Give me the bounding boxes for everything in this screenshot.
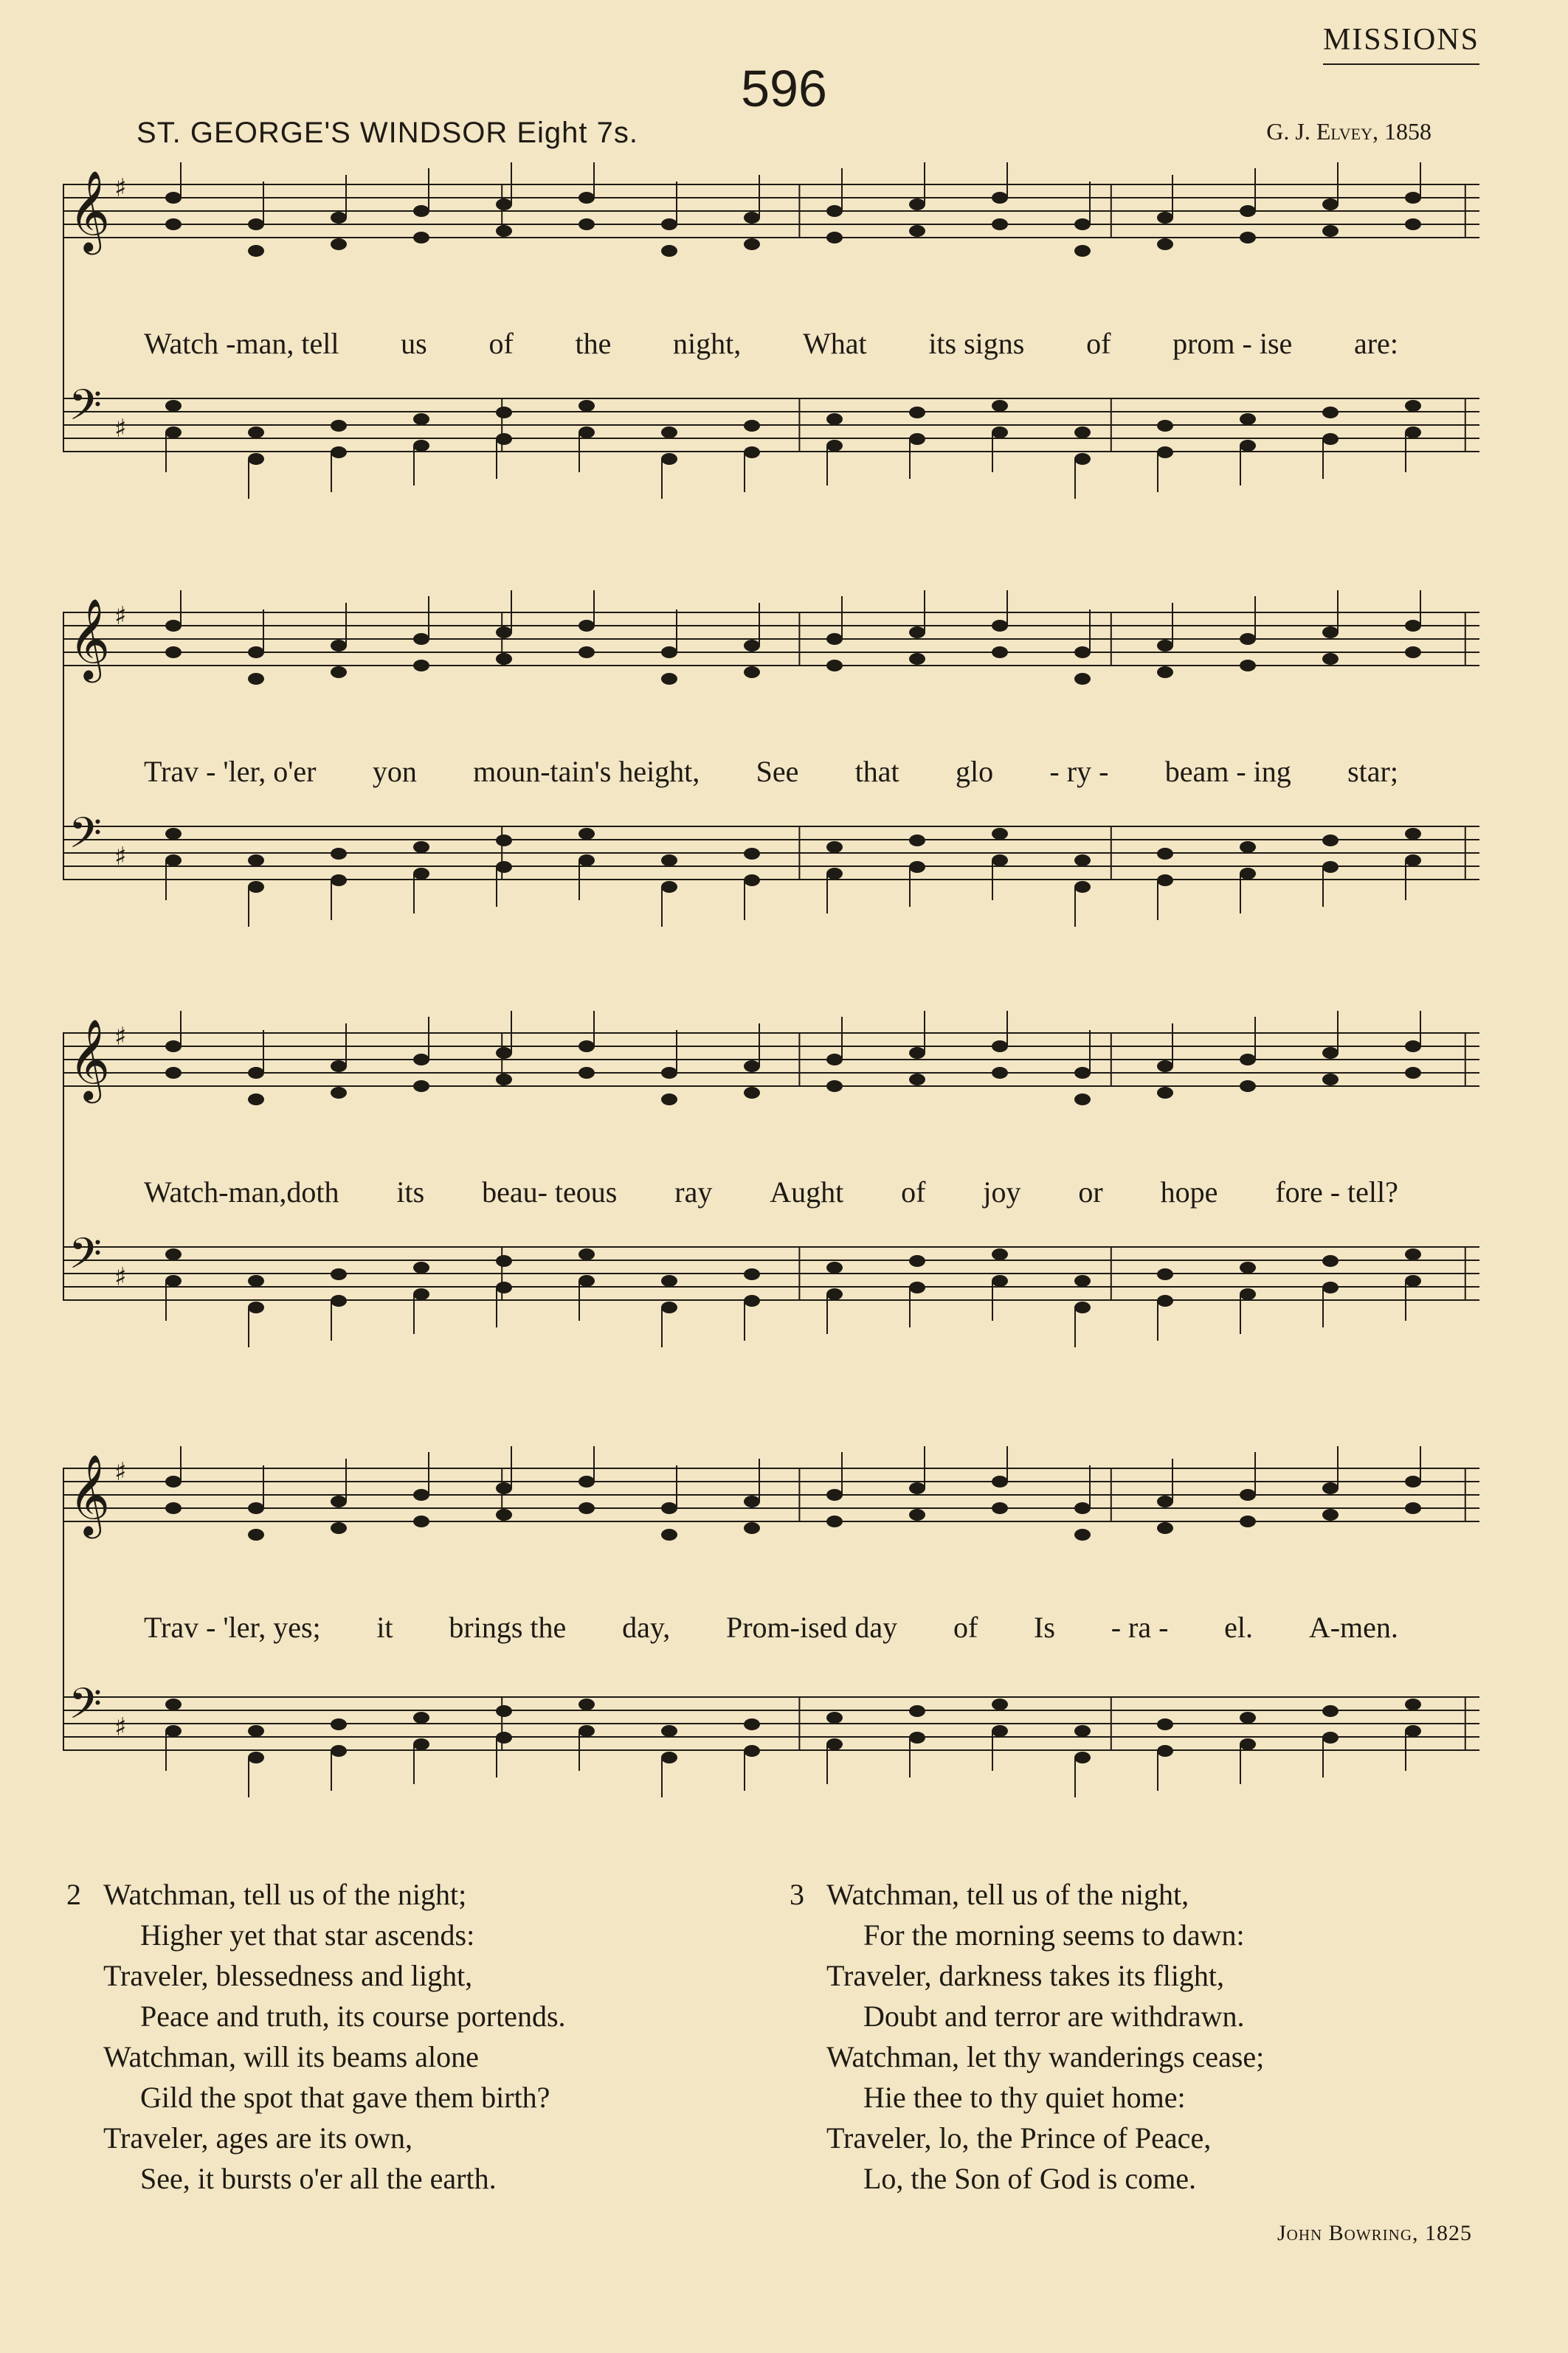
lyric-syllable: star; — [1347, 755, 1398, 788]
lyric-syllable: el. — [1224, 1611, 1254, 1644]
lyric-syllable: - ry - — [1049, 755, 1109, 788]
verse-line: Watchman, tell us of the night, — [826, 1878, 1189, 1911]
lyric-syllable: See — [756, 755, 799, 788]
lyric-syllable: A-men. — [1308, 1611, 1398, 1644]
lyric-syllable: Trav - 'ler, o'er — [144, 755, 317, 788]
verse-line: Traveler, ages are its own, — [103, 2121, 413, 2155]
bass-clef-icon: 𝄢 — [69, 1679, 103, 1739]
lyric-syllable: the — [575, 327, 612, 360]
lyric-line — [63, 1610, 1479, 1645]
bass-clef-icon: 𝄢 — [69, 1229, 103, 1289]
lyric-syllable: yon — [372, 755, 417, 788]
verse-line: Traveler, blessedness and light, — [103, 1959, 473, 1992]
lyric-syllable: are: — [1353, 327, 1398, 360]
verse-3 — [790, 1874, 1498, 2199]
lyric-syllable: it — [376, 1611, 393, 1644]
lyric-syllable: - ra - — [1111, 1611, 1169, 1644]
lyric-syllable: glo — [955, 755, 994, 788]
lyric-syllable: its — [396, 1175, 425, 1209]
sharp-icon: ♯ — [114, 1713, 127, 1742]
lyric-syllable: night, — [673, 327, 742, 360]
lyric-syllable: What — [802, 327, 867, 360]
music-system-4 — [63, 1446, 1479, 1815]
verse-line: Watchman, let thy wanderings cease; — [826, 2040, 1265, 2073]
verse-line: Traveler, darkness takes its flight, — [826, 1959, 1225, 1992]
sharp-icon: ♯ — [114, 1022, 127, 1051]
verse-line: Watchman, will its beams alone — [103, 2040, 479, 2073]
music-system-2 — [63, 590, 1479, 930]
verse-line: Hie thee to thy quiet home: — [863, 2081, 1186, 2114]
lyric-syllable: Prom-ised day — [725, 1611, 898, 1644]
music-system-1 — [63, 162, 1479, 502]
lyric-line — [63, 754, 1479, 789]
verse-line: Traveler, lo, the Prince of Peace, — [826, 2121, 1212, 2155]
verse-line: Lo, the Son of God is come. — [863, 2162, 1197, 2195]
lyric-syllable: hope — [1160, 1175, 1218, 1209]
lyric-syllable: beam - ing — [1164, 755, 1291, 788]
lyric-syllable: of — [901, 1175, 926, 1209]
composer-credit: G. J. Elvey, 1858 — [1266, 118, 1431, 145]
verse-line: Higher yet that star ascends: — [140, 1918, 475, 1952]
lyric-syllable: beau- teous — [482, 1175, 618, 1209]
verse-line: For the morning seems to dawn: — [863, 1918, 1245, 1952]
lyric-syllable: of — [1086, 327, 1111, 360]
verse-number: 2 — [66, 1878, 81, 1911]
treble-clef-icon: 𝄞 — [69, 1454, 111, 1535]
lyric-line — [63, 326, 1479, 361]
lyric-syllable: Is — [1034, 1611, 1055, 1644]
lyric-syllable: or — [1078, 1175, 1103, 1209]
sharp-icon: ♯ — [114, 842, 127, 871]
bass-clef-icon: 𝄢 — [69, 808, 103, 868]
section-label: MISSIONS — [1323, 22, 1479, 65]
hymn-number: 596 — [741, 60, 827, 117]
verse-2 — [66, 1874, 775, 2199]
lyric-syllable: that — [854, 755, 899, 788]
author-credit: John Bowring, 1825 — [1277, 2221, 1472, 2245]
sharp-icon: ♯ — [114, 414, 127, 443]
bass-clef-icon: 𝄢 — [69, 380, 103, 440]
lyric-syllable: prom - ise — [1172, 327, 1293, 360]
lyric-line — [63, 1175, 1479, 1209]
sharp-icon: ♯ — [114, 1262, 127, 1292]
verse-line: Watchman, tell us of the night; — [103, 1878, 467, 1911]
treble-clef-icon: 𝄞 — [69, 598, 111, 680]
lyric-syllable: of — [488, 327, 514, 360]
tune-name: ST. GEORGE'S WINDSOR Eight 7s. — [137, 117, 638, 149]
verse-line: See, it bursts o'er all the earth. — [140, 2162, 497, 2195]
verses-block — [66, 1874, 1498, 2199]
sharp-icon: ♯ — [114, 1457, 127, 1487]
sharp-icon: ♯ — [114, 601, 127, 631]
lyric-syllable: brings the — [449, 1611, 567, 1644]
lyric-syllable: Aught — [770, 1175, 844, 1209]
sharp-icon: ♯ — [114, 173, 127, 203]
treble-clef-icon: 𝄞 — [69, 1019, 111, 1100]
verse-line: Gild the spot that gave them birth? — [140, 2081, 550, 2114]
verse-line: Doubt and terror are withdrawn. — [863, 2000, 1245, 2033]
treble-clef-icon: 𝄞 — [69, 170, 111, 252]
verse-number: 3 — [790, 1878, 804, 1911]
verse-line: Peace and truth, its course portends. — [140, 2000, 566, 2033]
lyric-syllable: joy — [983, 1175, 1021, 1209]
lyric-syllable: Watch-man,doth — [144, 1175, 339, 1209]
lyric-syllable: day, — [622, 1611, 671, 1644]
lyric-syllable: its signs — [928, 327, 1025, 360]
lyric-syllable: moun-tain's height, — [473, 755, 700, 788]
lyric-syllable: us — [401, 327, 427, 360]
lyric-syllable: ray — [674, 1175, 713, 1209]
music-system-3 — [63, 1011, 1479, 1350]
lyric-syllable: fore - tell? — [1275, 1175, 1398, 1209]
lyric-syllable: Trav - 'ler, yes; — [144, 1611, 321, 1644]
lyric-syllable: of — [953, 1611, 978, 1644]
lyric-syllable: Watch -man, tell — [144, 327, 339, 360]
